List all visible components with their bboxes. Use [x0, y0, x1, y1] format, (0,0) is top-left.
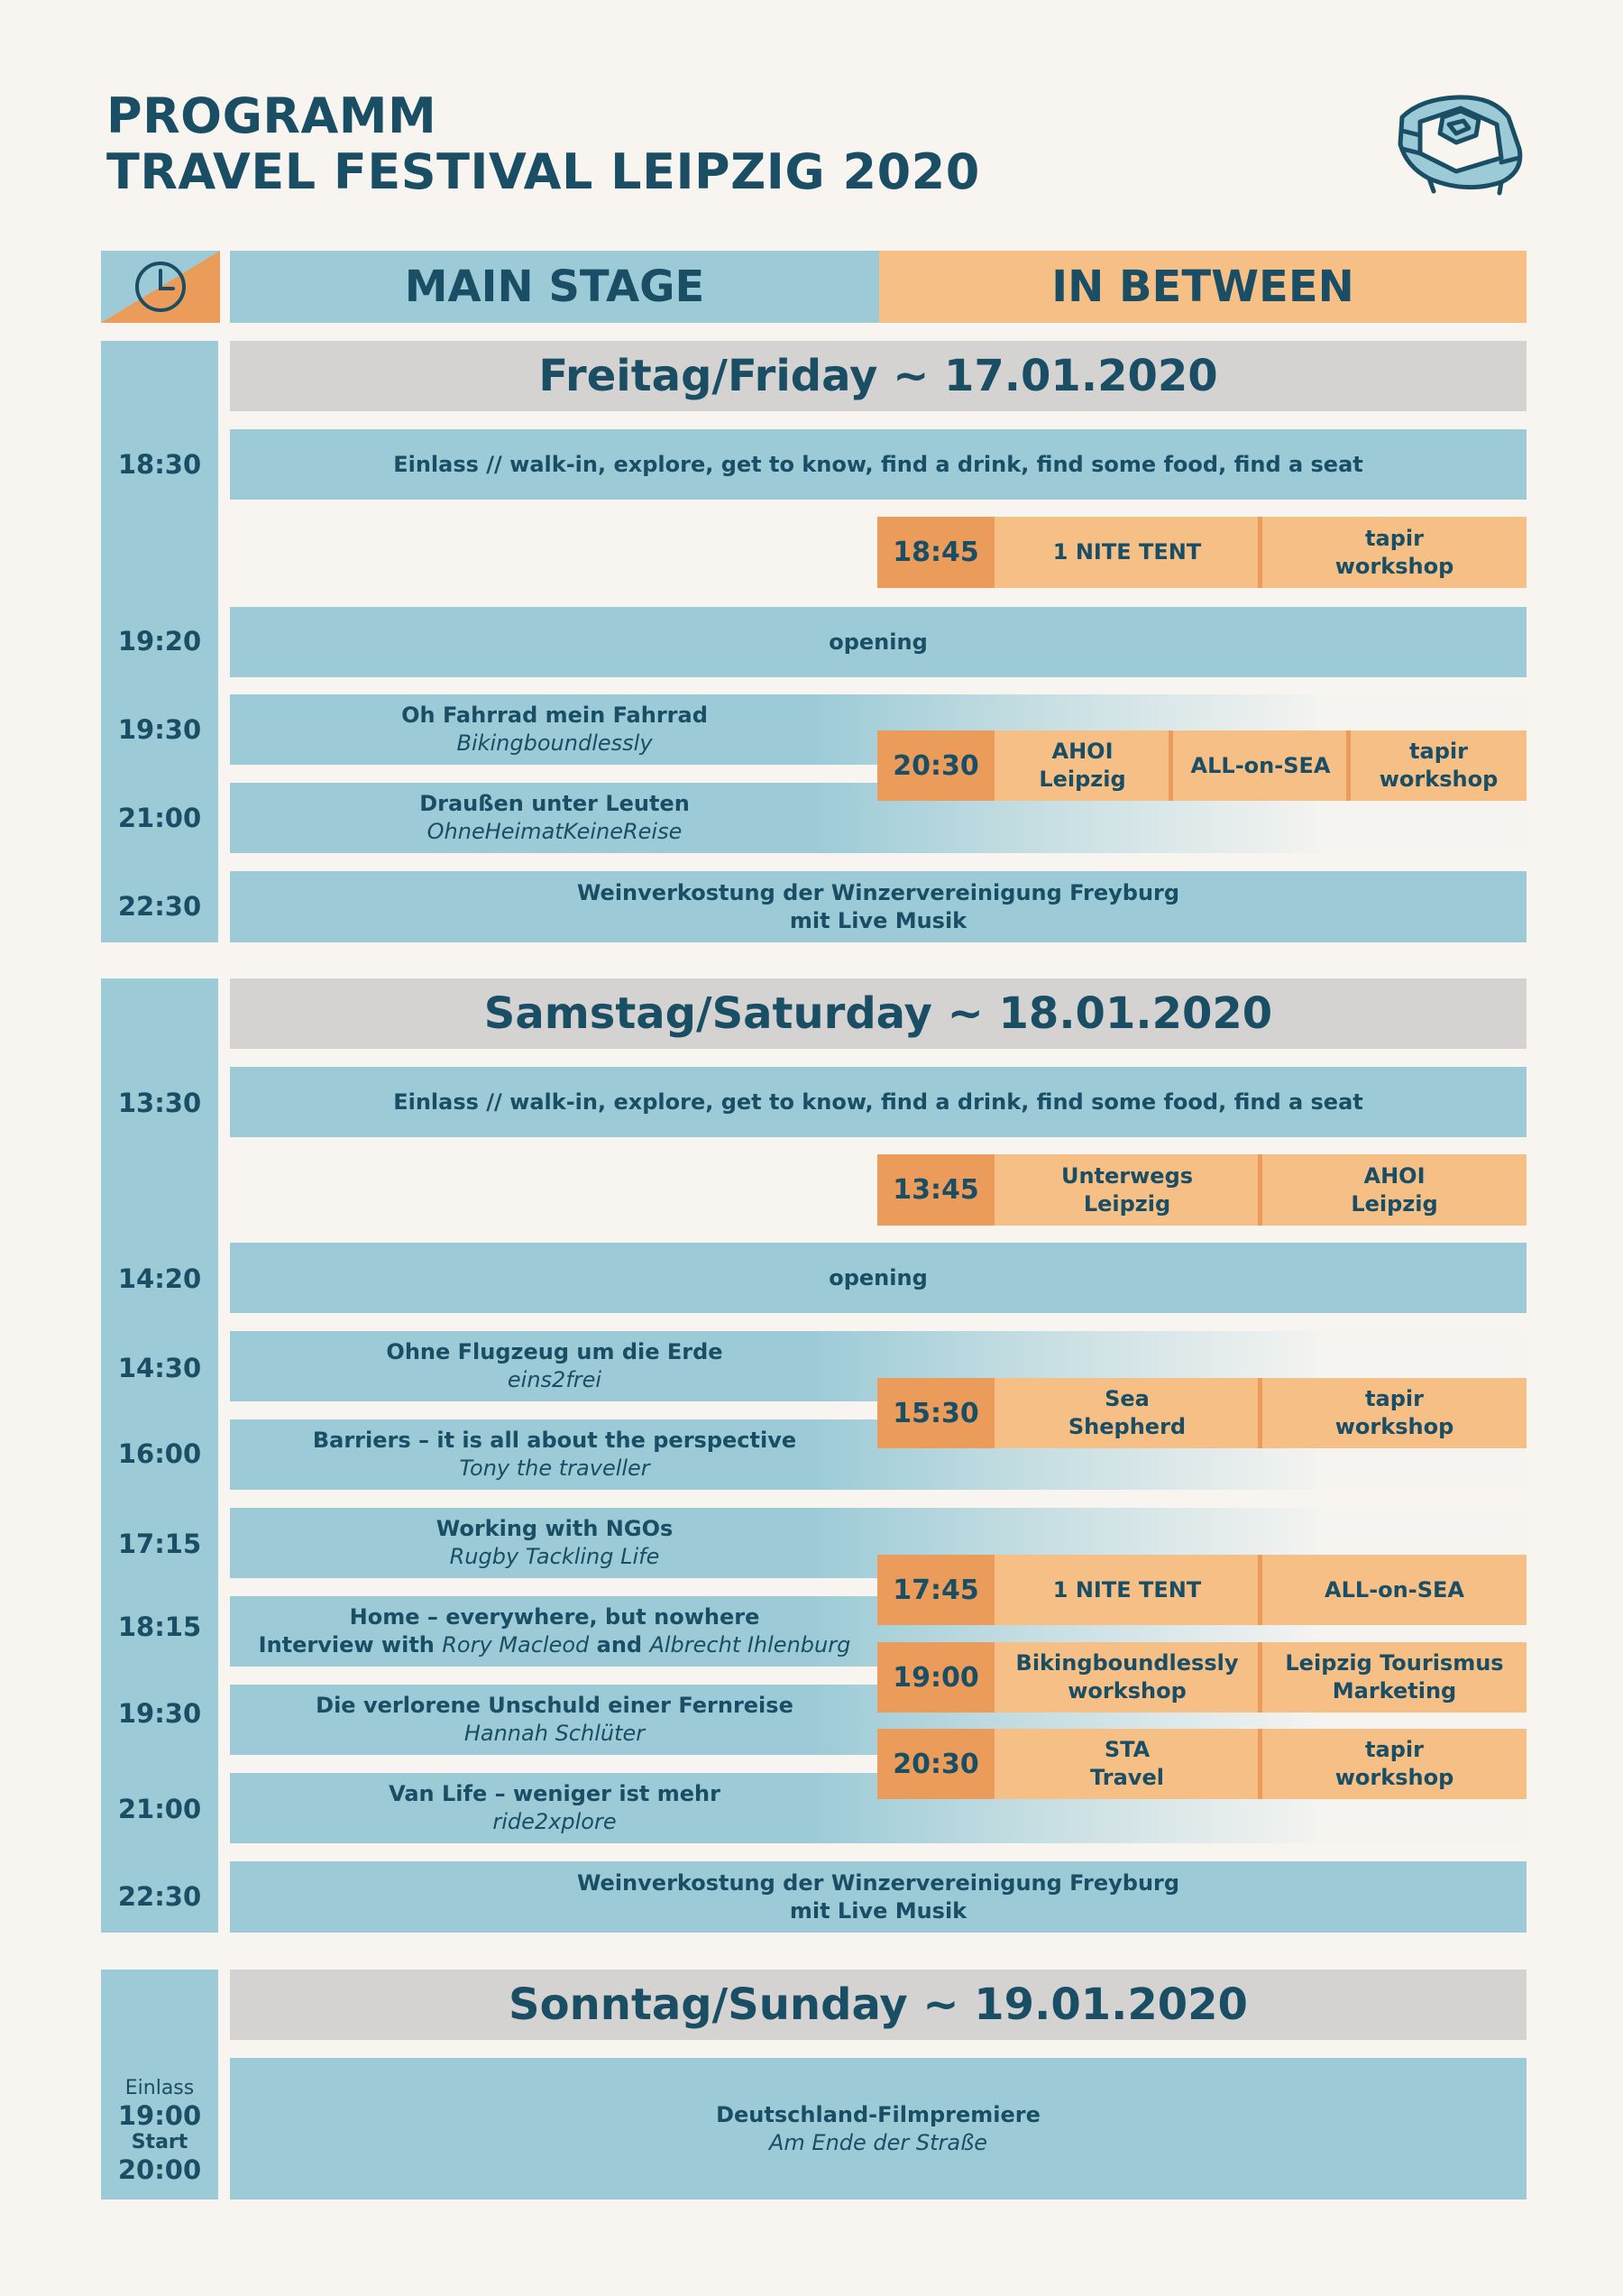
saturday-time-2100: 21:00 — [117, 1794, 202, 1824]
saturday-time-1600: 16:00 — [117, 1438, 202, 1469]
saturday-time-1815: 18:15 — [117, 1612, 202, 1642]
saturday-ib-2030-b — [1262, 1729, 1527, 1799]
saturday-ib-2030-b-line2: workshop — [1334, 1765, 1454, 1790]
friday-ib-2030-a-line2: Leipzig — [1039, 767, 1126, 792]
title-line-1: PROGRAMM — [106, 87, 437, 144]
saturday-event-2100 — [230, 1773, 879, 1843]
saturday-ib-2030-b-line1: tapir — [1365, 1737, 1424, 1762]
saturday-ib-2030-a-line1: STA — [1104, 1737, 1151, 1762]
saturday-event-1430-title: Ohne Flugzeug um die Erde — [386, 1339, 723, 1364]
saturday-ib-1900-b-line2: Marketing — [1332, 1678, 1457, 1704]
clock-icon — [101, 251, 220, 323]
saturday-ib-1900-b-line1: Leipzig Tourismus — [1285, 1650, 1504, 1676]
friday-ib-2030-c-line1: tapir — [1409, 739, 1468, 764]
friday-ib-2030-c — [1351, 730, 1527, 801]
saturday-ib-1345-b — [1262, 1154, 1527, 1226]
sunday-einlass-time: 19:00 — [117, 2100, 202, 2131]
saturday-time-1420: 14:20 — [117, 1263, 202, 1294]
saturday-ib-1745-time: 17:45 — [877, 1555, 995, 1625]
friday-time-1920: 19:20 — [117, 626, 202, 657]
saturday-ib-1745 — [877, 1555, 1527, 1625]
sunday-start-label: Start — [131, 2131, 188, 2154]
saturday-ib-1745-b: ALL-on-SEA — [1262, 1555, 1527, 1625]
saturday-event-1815 — [230, 1596, 879, 1667]
friday-ib-1845-b-line2: workshop — [1334, 553, 1454, 579]
friday-ib-1845-b-line1: tapir — [1365, 525, 1424, 551]
saturday-ib-2030-a — [995, 1729, 1260, 1799]
friday-event-2100 — [230, 783, 879, 853]
saturday-ib-1900-a-line2: workshop — [1068, 1678, 1187, 1704]
saturday-ib-1345 — [877, 1154, 1527, 1226]
saturday-event-1930-title: Die verlorene Unschuld einer Fernreise — [316, 1693, 793, 1718]
saturday-ib-1530-b — [1262, 1378, 1527, 1448]
saturday-ib-1900-a-line1: Bikingboundlessly — [1015, 1650, 1239, 1676]
saturday-time-2230: 22:30 — [117, 1881, 202, 1912]
saturday-event-1600 — [230, 1419, 879, 1490]
friday-wine-event — [230, 871, 1527, 942]
friday-event-1930 — [230, 694, 879, 765]
saturday-ib-1530-time: 15:30 — [877, 1378, 995, 1448]
saturday-event-1600-title: Barriers – it is all about the perspective — [312, 1428, 797, 1453]
saturday-event-2100-title: Van Life – weniger ist mehr — [389, 1781, 720, 1806]
saturday-event-1815-title: Home – everywhere, but nowhere — [349, 1604, 760, 1630]
friday-time-2100: 21:00 — [117, 803, 202, 833]
friday-wine-line1: Weinverkostung der Winzervereinigung Freyburg — [576, 879, 1180, 905]
saturday-wine-line1: Weinverkostung der Winzervereinigung Freyburg — [576, 1869, 1180, 1896]
friday-ib-1845-b — [1262, 517, 1527, 588]
sunday-film-event — [230, 2058, 1527, 2200]
saturday-event-1930 — [230, 1685, 879, 1755]
saturday-ib-1530-b-line1: tapir — [1365, 1386, 1424, 1411]
saturday-event-1715-sub: Rugby Tackling Life — [449, 1544, 660, 1569]
saturday-event-1815-name1: Rory Macleod — [442, 1632, 590, 1658]
sunday-day-header: Sonntag/Sunday ~ 19.01.2020 — [230, 1970, 1527, 2040]
saturday-time-1430: 14:30 — [117, 1353, 202, 1383]
friday-event-1930-title: Oh Fahrrad mein Fahrrad — [401, 703, 708, 728]
saturday-event-1600-sub: Tony the traveller — [459, 1456, 650, 1481]
friday-event-2100-title: Draußen unter Leuten — [419, 791, 690, 816]
friday-einlass-event: Einlass // walk-in, explore, get to know, find a drink, find some food, find a seat — [230, 429, 1527, 500]
friday-ib-2030-c-line2: workshop — [1379, 767, 1499, 792]
saturday-event-1430 — [230, 1331, 879, 1401]
friday-ib-2030-a — [995, 730, 1170, 801]
friday-time-1830: 18:30 — [117, 449, 202, 480]
saturday-event-1815-name2: Albrecht Ihlenburg — [649, 1632, 851, 1658]
friday-ib-2030 — [877, 730, 1527, 801]
saturday-ib-1900-a — [995, 1642, 1260, 1713]
saturday-ib-2030-a-line2: Travel — [1090, 1765, 1164, 1790]
sunday-film-sub: Am Ende der Straße — [768, 2129, 988, 2155]
saturday-ib-1530-a-line2: Shepherd — [1068, 1414, 1187, 1439]
friday-ib-1845 — [877, 517, 1527, 588]
saturday-ib-2030-time: 20:30 — [877, 1729, 995, 1799]
saturday-event-1815-and: and — [589, 1632, 650, 1658]
saturday-event-1930-sub: Hannah Schlüter — [463, 1721, 646, 1746]
saturday-opening-event: opening — [230, 1243, 1527, 1313]
saturday-ib-1745-a: 1 NITE TENT — [995, 1555, 1260, 1625]
friday-ib-1845-time: 18:45 — [877, 517, 995, 588]
saturday-einlass-event: Einlass // walk-in, explore, get to know, find a drink, find some food, find a seat — [230, 1067, 1527, 1137]
friday-ib-1845-a: 1 NITE TENT — [995, 517, 1260, 588]
saturday-event-1815-sub — [259, 1631, 851, 1659]
main-stage-header: MAIN STAGE — [230, 251, 879, 323]
friday-opening-event: opening — [230, 607, 1527, 677]
friday-event-1930-sub: Bikingboundlessly — [456, 730, 653, 756]
saturday-ib-1345-b-line1: AHOI — [1363, 1162, 1426, 1189]
friday-wine-line2: mit Live Musik — [789, 907, 967, 933]
saturday-ib-1345-a-line1: Unterwegs — [1060, 1162, 1194, 1189]
saturday-ib-1530 — [877, 1378, 1527, 1448]
friday-event-2100-sub: OhneHeimatKeineReise — [426, 819, 683, 844]
friday-time-1930: 19:30 — [117, 714, 202, 745]
saturday-time-1715: 17:15 — [117, 1529, 202, 1559]
saturday-ib-1900 — [877, 1642, 1527, 1713]
sunday-einlass-label: Einlass — [124, 2077, 195, 2099]
in-between-header: IN BETWEEN — [879, 251, 1527, 323]
sunday-time-column — [101, 1970, 218, 2200]
saturday-event-2100-sub: ride2xplore — [492, 1809, 617, 1834]
saturday-event-1715 — [230, 1508, 879, 1578]
saturday-event-1430-sub: eins2frei — [507, 1367, 602, 1392]
saturday-ib-1345-b-line2: Leipzig — [1351, 1190, 1438, 1217]
friday-ib-2030-a-line1: AHOI — [1051, 739, 1114, 764]
backpack-logo-icon — [1393, 81, 1528, 198]
saturday-event-1815-pre: Interview with — [258, 1632, 443, 1658]
friday-ib-2030-b: ALL-on-SEA — [1173, 730, 1348, 801]
saturday-ib-1900-b — [1262, 1642, 1527, 1713]
friday-ib-2030-time: 20:30 — [877, 730, 995, 801]
title-line-2: TRAVEL FESTIVAL LEIPZIG 2020 — [106, 143, 980, 200]
page-title — [106, 88, 980, 200]
saturday-ib-1345-a-line2: Leipzig — [1083, 1190, 1171, 1217]
saturday-ib-1345-a — [995, 1154, 1260, 1226]
saturday-ib-1530-a — [995, 1378, 1260, 1448]
saturday-ib-1530-a-line1: Sea — [1105, 1386, 1150, 1411]
friday-time-2230: 22:30 — [117, 891, 202, 922]
saturday-wine-line2: mit Live Musik — [789, 1897, 967, 1924]
saturday-ib-2030 — [877, 1729, 1527, 1799]
saturday-day-header: Samstag/Saturday ~ 18.01.2020 — [230, 978, 1527, 1049]
friday-day-header: Freitag/Friday ~ 17.01.2020 — [230, 341, 1527, 411]
saturday-ib-1530-b-line2: workshop — [1334, 1414, 1454, 1439]
saturday-time-1930: 19:30 — [117, 1698, 202, 1729]
sunday-film-title: Deutschland-Filmpremiere — [716, 2101, 1041, 2127]
sunday-start-time: 20:00 — [117, 2154, 202, 2185]
saturday-ib-1345-time: 13:45 — [877, 1154, 995, 1226]
saturday-ib-1900-time: 19:00 — [877, 1642, 995, 1713]
saturday-wine-event — [230, 1861, 1527, 1933]
saturday-time-1330: 13:30 — [117, 1088, 202, 1118]
saturday-event-1715-title: Working with NGOs — [436, 1516, 674, 1541]
clock-header-cell — [101, 251, 220, 323]
